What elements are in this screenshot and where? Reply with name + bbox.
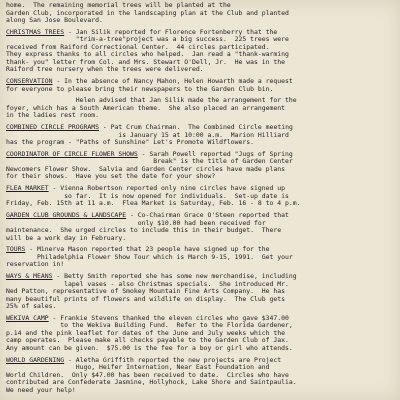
meeting-minutes-text	[6, 2, 394, 394]
text-line	[6, 303, 394, 311]
section-heading: COMBINED CIRCLE PROGRAMS	[6, 123, 100, 132]
line-text: - In the absence of Nancy Mahon, Helen Howarth made a request	[52, 77, 293, 86]
section-heading: WORLD GARDENING	[6, 355, 65, 364]
text-line	[6, 173, 394, 181]
section-heading: WAYS & MEANS	[6, 272, 53, 281]
line-text: only $10.00 had been received for	[6, 218, 266, 227]
line-text: along San Jose Boulevard.	[6, 16, 103, 24]
line-text: has the program - "Paths of Sunshine" Let's Promote Wildflowers.	[6, 138, 255, 147]
line-text: - Co-Chairman Grace O'Steen reported that	[126, 211, 289, 220]
line-text: maintenance. She urged circles to include this in their budget. There	[6, 226, 282, 235]
line-text: 25% of sales.	[6, 302, 57, 311]
line-text: for their shows. Have you set the date for your show?	[6, 172, 216, 181]
line-text: Hugo, Heifer Internation, Near East Foundation and	[6, 363, 270, 372]
line-text: Raiford tree nursery when the trees were delivered.	[6, 65, 204, 74]
line-text: Break" is the title of Garden Center	[6, 157, 293, 166]
text-line	[6, 261, 394, 269]
text-line	[6, 345, 394, 353]
section-heading: WEKIVA CAMP	[6, 313, 49, 322]
line-text: - Pat Crum Chairman. The Combined Circle meeting	[99, 123, 293, 132]
line-text: - Sarah Powell reported "Jugs of Spring	[137, 149, 293, 158]
line-text: foyer, which has a South American theme. She also placed an arrangement	[6, 103, 286, 112]
line-text: - Frankie Stevens thanked the eleven circles who gave $347.00	[48, 313, 289, 322]
line-text: in the ladies rest room.	[6, 111, 100, 120]
line-text: thank- you" letter from Col. and Mrs. Stewart O'Dell, Jr. He was in the	[6, 57, 286, 66]
text-line	[6, 387, 394, 395]
line-text: "trim-a-tree"project was a big success. 225 trees were	[6, 35, 289, 44]
text-line	[6, 86, 394, 94]
line-text: Philadelphia Flower Show Tour which is March 9-15, 1991. Get your	[6, 252, 293, 261]
text-line	[6, 235, 394, 243]
line-text: to the Wekiva Building Fund. Refer to the Florida Gardener,	[6, 321, 293, 330]
text-line	[6, 139, 394, 147]
line-text: Friday, Feb. 15th at 11 a.m. Flea Market is Saturday, Feb. 16 - 8 to 4 p.m.	[6, 199, 301, 208]
section-heading: CHRISTMAS TREES	[6, 27, 65, 36]
line-text: for everyone to please bring their newspapers to the Garden Club bin.	[6, 84, 274, 93]
line-text: They express thanks to all circles who helped. Jan read a "thank-warming	[6, 50, 289, 59]
line-text: will be a work day in February.	[6, 233, 127, 242]
line-text: many beautiful prints of flowers and wildlife on display. The Club gets	[6, 294, 286, 303]
line-text: p.14 and the pink leaflet for dates of the June and July weeks which the	[6, 328, 286, 337]
line-text: Newcomers Flower Show. Salvia and Garden Center circles have made plans	[6, 164, 286, 173]
section-heading: CONSERVATION	[6, 77, 53, 86]
line-text: Garden Club, incorporated in the landscaping plan at the Club and planted	[6, 8, 289, 17]
line-text: Ned Patton, representative of Smokey Mountain Fine Arts Company. He has	[6, 287, 286, 296]
line-text: lapel vases - also Christmas specials. She introduced Mr.	[6, 279, 289, 288]
line-text: received from Raiford Correctional Center. 44 circles participated.	[6, 42, 270, 51]
line-text: Any amount can be given. $75.00 is the fee for a boy or girl who attends.	[6, 343, 293, 352]
text-line	[6, 66, 394, 74]
line-text: home. The remaining memorial trees will be planted at the	[6, 1, 231, 9]
line-text: - Vienna Robertson reported only nine circles have signed up	[48, 184, 286, 193]
text-line	[6, 296, 394, 304]
line-text: We need your help!	[6, 385, 76, 394]
text-line	[6, 112, 394, 120]
line-text: - Aletha Griffith reported the new projects are Project	[64, 355, 282, 364]
line-text: - Betty Smith reported she has some new merchandise, including	[52, 272, 297, 281]
text-line	[6, 254, 394, 262]
line-text: - Jan Silik reported for Florence Fortenberry that the	[64, 27, 278, 36]
text-line	[6, 200, 394, 208]
section-heading: GARDEN CLUB GROUNDS & LANDSCAPE	[6, 211, 127, 220]
section-heading: COORDINATOR OF CIRCLE FLOWER SHOWS	[6, 149, 138, 158]
line-text: reservation in!	[6, 260, 65, 269]
section-heading: FLEA MARKET	[6, 184, 49, 193]
section-heading: TOURS	[6, 245, 26, 254]
line-text: is January 15 at 10:00 a.m. Marion Hilliard	[6, 130, 289, 139]
line-text: World Children. Only $47.00 has been received to date. Circles who have	[6, 370, 289, 379]
line-text: contributed are Confederate Jasmine, Hollyhock, Lake Shore and Saintpaulia.	[6, 378, 297, 387]
line-text: camp operates. Please make all checks payable to the Garden Club of Jax.	[6, 336, 289, 345]
line-text: so far. It is now opened for individuals. Set-up date is	[6, 191, 289, 200]
line-text: Helen advised that Jan Silik made the arrangement for the	[6, 96, 297, 105]
text-line	[6, 17, 394, 25]
line-text: - Minerva Mason reported that 23 people have signed up for the	[25, 245, 270, 254]
